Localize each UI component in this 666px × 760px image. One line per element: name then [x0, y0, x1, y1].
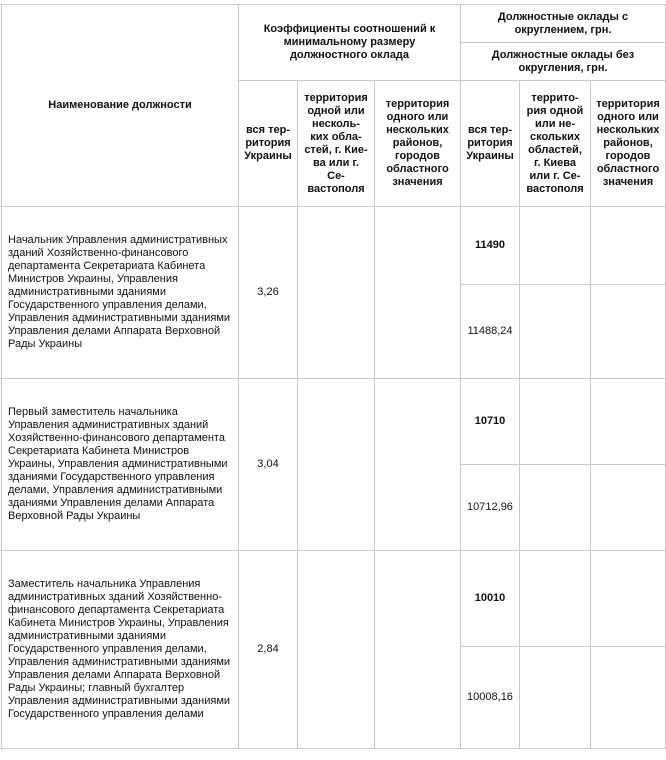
header-salary-all-ukraine: вся тер-ритория Украины [461, 81, 520, 207]
salary-rounded: 10710 [461, 379, 520, 465]
coefficient-regions [298, 551, 375, 749]
header-position-name: Наименование должности [2, 5, 239, 207]
coefficient-districts [375, 379, 461, 551]
salary-rounded: 11490 [461, 207, 520, 285]
header-coef-all-ukraine: вся тер-ритория Украины [239, 81, 298, 207]
coefficient-all-ukraine: 2,84 [239, 551, 298, 749]
salary-unrounded: 10008,16 [461, 647, 520, 749]
header-coef-districts: территория одного или нескольких районов, городов областного значения [375, 81, 461, 207]
salary-rounded-districts [591, 379, 666, 465]
coefficient-all-ukraine: 3,04 [239, 379, 298, 551]
header-salary-unrounded-group: Должностные оклады без округления, грн. [461, 43, 666, 81]
salary-rounded-regions [520, 551, 591, 647]
table-row [2, 379, 666, 465]
salary-unrounded-districts [591, 465, 666, 551]
position-name: Первый заместитель начальника Управления административных зданий Хозяйственно-финансового департамента Секретариата Кабинета Министров Украины, Управления административными зданиями Государственного управления делами, Управления административными зданиями Управления делами Аппарата Верховной Рады Украины [2, 379, 239, 551]
table-row [2, 551, 666, 647]
salary-rounded: 10010 [461, 551, 520, 647]
salary-unrounded-districts [591, 285, 666, 379]
salary-unrounded: 10712,96 [461, 465, 520, 551]
coefficient-regions [298, 207, 375, 379]
salary-unrounded-regions [520, 465, 591, 551]
salary-unrounded-districts [591, 647, 666, 749]
header-salary-districts: территория одного или нескольких районов, городов областного значения [591, 81, 666, 207]
salary-unrounded-regions [520, 647, 591, 749]
header-salary-rounded-group: Должностные оклады с округлением, грн. [461, 5, 666, 43]
salary-rounded-districts [591, 207, 666, 285]
coefficient-all-ukraine: 3,26 [239, 207, 298, 379]
table-row [2, 207, 666, 285]
coefficient-regions [298, 379, 375, 551]
salary-unrounded: 11488,24 [461, 285, 520, 379]
salary-rounded-regions [520, 379, 591, 465]
salary-table [1, 4, 666, 749]
position-name: Начальник Управления административных зданий Хозяйственно-финансового департамента Секретариата Кабинета Министров Украины, Управления административными зданиями Государственного управления делами, Управления административными зданиями Управления делами Аппарата Верховной Рады Украины [2, 207, 239, 379]
coefficient-districts [375, 551, 461, 749]
salary-rounded-districts [591, 551, 666, 647]
header-salary-regions: террито-рия одной или не-скольких областей, г. Киева или г. Се-вастополя [520, 81, 591, 207]
coefficient-districts [375, 207, 461, 379]
salary-rounded-regions [520, 207, 591, 285]
salary-unrounded-regions [520, 285, 591, 379]
header-coefficients-group: Коэффициенты соотношений к минимальному размеру должностного оклада [239, 5, 461, 81]
position-name: Заместитель начальника Управления административных зданий Хозяйственно-финансового департамента Секретариата Кабинета Министров Украины, Управления административными зданиями Государственного управления делами, Управления административными зданиями Управления делами Аппарата Верховной Рады Украины; главный бухгалтер Управления административными зданиями Государственного управления делами [2, 551, 239, 749]
header-coef-regions: территория одной или несколь-ких обла-стей, г. Кие-ва или г. Се-вастополя [298, 81, 375, 207]
